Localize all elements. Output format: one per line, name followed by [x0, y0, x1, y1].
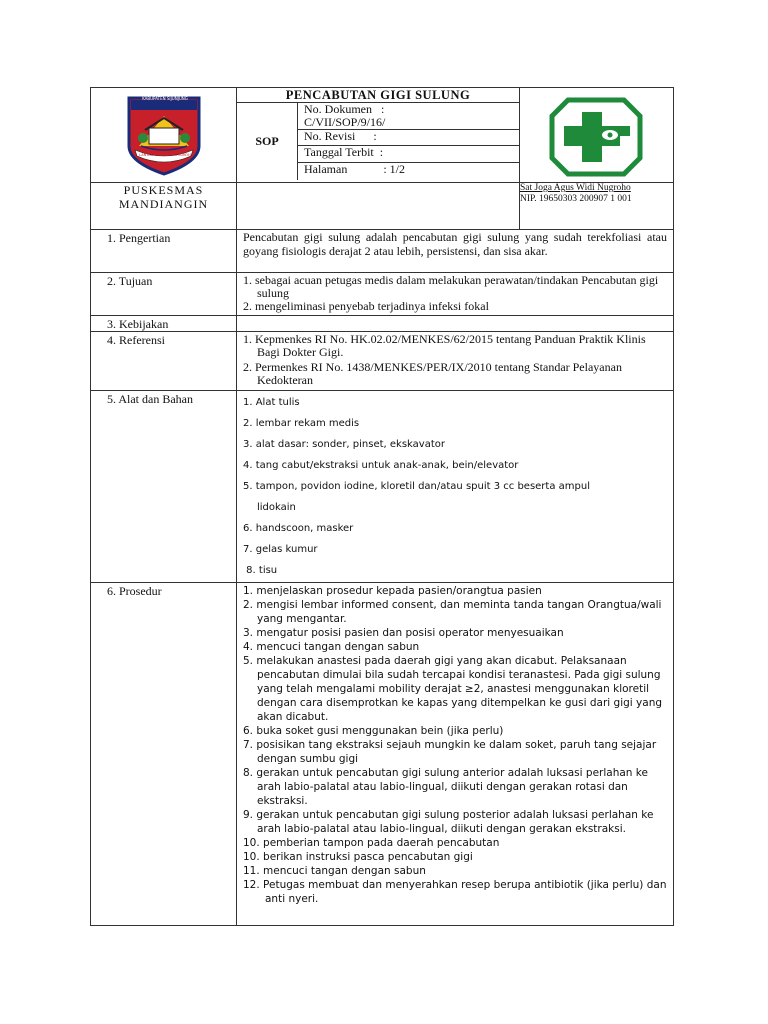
- label-pengertian: 1. Pengertian: [91, 230, 237, 273]
- alat-item: 3. alat dasar: sonder, pinset, ekskavator: [243, 439, 445, 450]
- meta-table: [237, 103, 519, 180]
- prosedur-step: 12. Petugas membuat dan menyerahkan resep berupa antibiotik (jika perlu) dan anti nyeri.: [243, 879, 667, 905]
- alat-item: 2. lembar rekam medis: [243, 418, 360, 429]
- signature-block: [520, 183, 674, 230]
- content-alat-bahan: [237, 391, 674, 583]
- prosedur-step: 10. berikan instruksi pasca pencabutan gigi: [243, 851, 473, 863]
- organization-name: [91, 183, 237, 230]
- meta-no-revisi: No. Revisi :: [298, 130, 520, 146]
- referensi-item: 1. Kepmenkes RI No. HK.02.02/MENKES/62/2015 tentang Panduan Praktik Klinis Bagi Dokter Gigi.: [243, 332, 646, 359]
- organization-name-line1: PUSKESMAS: [123, 183, 204, 197]
- empty-cell: [237, 183, 520, 230]
- prosedur-step: 7. posisikan tang ekstraksi sejauh mungkin ke dalam soket, paruh tang sejajar dengan sumbu gigi: [243, 739, 657, 765]
- alat-item: 5. tampon, povidon iodine, kloretil dan/atau spuit 3 cc beserta ampul: [243, 481, 590, 492]
- meta-no-dokumen-value: C/VII/SOP/9/16/: [298, 116, 520, 130]
- sop-label: SOP: [255, 134, 279, 148]
- alat-item: 8. tisu: [243, 565, 278, 576]
- content-pengertian: Pencabutan gigi sulung adalah pencabutan gigi sulung yang sudah terekfoliasi atau goyang fisiologis derajat 2 atau lebih, persistensi, dan sisa akar.: [237, 230, 674, 273]
- label-referensi: 4. Referensi: [91, 332, 237, 391]
- prosedur-step: 11. mencuci tangan dengan sabun: [243, 865, 426, 877]
- prosedur-step: 5. melakukan anastesi pada daerah gigi yang akan dicabut. Pelaksanaan pencabutan dimulai bila sudah tercapai kondisi teranastesi. Pada gigi sulung yang telah mengalami mobility derajat ≥2, anastesi menggunakan kloretil dengan cara disemprotkan ke kapas yang ditempelkan ke gusi dari gigi yang akan dicabut.: [243, 655, 663, 723]
- prosedur-step: 6. buka soket gusi menggunakan bein (jika perlu): [243, 725, 504, 737]
- label-prosedur: 6. Prosedur: [91, 583, 237, 926]
- prosedur-step: 4. mencuci tangan dengan sabun: [243, 641, 420, 653]
- prosedur-step: 1. menjelaskan prosedur kepada pasien/orangtua pasien: [243, 585, 542, 597]
- alat-item: 1. Alat tulis: [243, 397, 300, 408]
- content-tujuan: [237, 273, 674, 316]
- label-tujuan: 2. Tujuan: [91, 273, 237, 316]
- regency-logo-cell: [91, 88, 237, 183]
- alat-item: 4. tang cabut/ekstraksi untuk anak-anak, bein/elevator: [243, 460, 519, 471]
- document-title: PENCABUTAN GIGI SULUNG: [237, 88, 519, 103]
- tujuan-item: 2. mengeliminasi penyebab terjadinya infeksi fokal: [243, 299, 489, 313]
- puskesmas-logo-cell: [520, 88, 674, 183]
- prosedur-step: 8. gerakan untuk pencabutan gigi sulung anterior adalah luksasi perlahan ke arah labio-palatal atau labio-lingual, diikuti dengan gerakan rotasi dan ekstraksi.: [243, 767, 648, 807]
- content-kebijakan: [237, 316, 674, 332]
- label-kebijakan: 3. Kebijakan: [91, 316, 237, 332]
- tujuan-item: 1. sebagai acuan petugas medis dalam melakukan perawatan/tindakan Pencabutan gigi sulung: [243, 273, 659, 300]
- sop-document: [90, 87, 673, 926]
- emblem-motto-text: LANTAK TIGO SUPAYO KOKOH: [139, 153, 191, 157]
- prosedur-step: 2. mengisi lembar informed consent, dan meminta tanda tangan Orangtua/wali yang mengantar.: [243, 599, 662, 625]
- alat-item: 7. gelas kumur: [243, 544, 318, 555]
- regency-emblem-icon: [91, 88, 237, 182]
- label-alat-bahan: 5. Alat dan Bahan: [91, 391, 237, 583]
- organization-name-line2: MANDIANGIN: [118, 197, 209, 211]
- meta-tanggal-terbit: Tanggal Terbit :: [298, 146, 520, 163]
- prosedur-step: 3. mengatur posisi pasien dan posisi operator menyesuaikan: [243, 627, 564, 639]
- meta-halaman: Halaman : 1/2: [298, 163, 520, 181]
- emblem-banner-text: KABUPATEN SIJUNJUNG: [142, 96, 188, 101]
- alat-item-continuation: lidokain: [257, 502, 296, 513]
- meta-no-dokumen: No. Dokumen :: [298, 103, 520, 116]
- alat-item: 6. handscoon, masker: [243, 523, 354, 534]
- sop-table: [90, 87, 674, 926]
- prosedur-step: 10. pemberian tampon pada daerah pencabutan: [243, 837, 500, 849]
- prosedur-step: 9. gerakan untuk pencabutan gigi sulung posterior adalah luksasi perlahan ke arah labio-palatal atau labio-lingual, diikuti dengan gerakan ekstraksi.: [243, 809, 654, 835]
- content-referensi: [237, 332, 674, 391]
- content-prosedur: [237, 583, 674, 926]
- signer-name: Sat Joga Agus Widi Nugroho: [520, 183, 631, 193]
- signer-nip: NIP. 19650303 200907 1 001: [520, 194, 632, 204]
- referensi-item: 2. Permenkes RI No. 1438/MENKES/PER/IX/2010 tentang Standar Pelayanan Kedokteran: [243, 360, 622, 387]
- puskesmas-cross-logo-icon: [520, 88, 672, 182]
- header-info-cell: [237, 88, 520, 183]
